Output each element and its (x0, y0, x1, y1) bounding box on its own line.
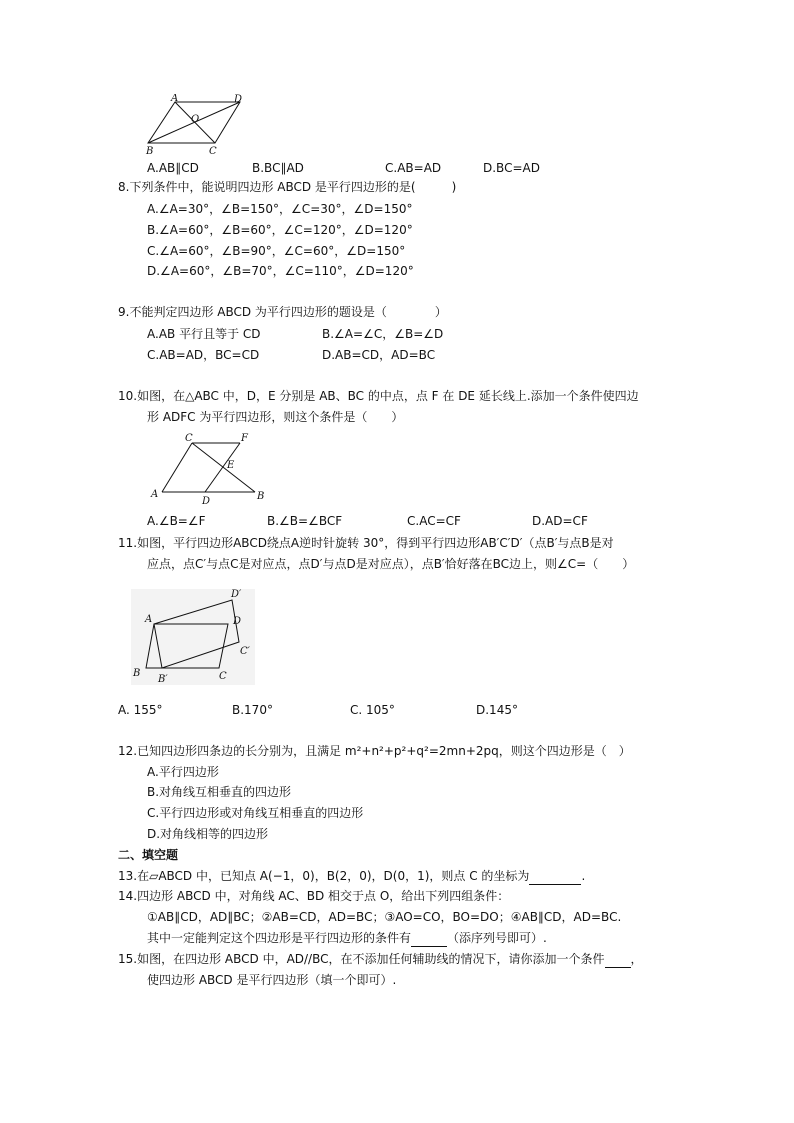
q9-option-d: D.AB=CD，AD=BC (322, 348, 436, 362)
q8-stem: 8.下列条件中，能说明四边形 ABCD 是平行四边形的是( ) (118, 180, 457, 194)
q7-label-b: B (146, 146, 154, 154)
q7-label-d: D (234, 94, 243, 105)
q12-option-d: D.对角线相等的四边形 (147, 827, 269, 841)
q14-ask-tail: （添序列号即可）. (447, 931, 547, 945)
q13-tail: . (581, 869, 586, 883)
q12-option-a: A.平行四边形 (147, 765, 219, 779)
q10-label-a: A (151, 489, 159, 500)
q9-option-c: C.AB=AD，BC=CD (147, 348, 260, 362)
q10-option-a: A.∠B=∠F (147, 514, 206, 528)
q11-option-b: B.170° (232, 703, 273, 717)
q14-answer-blank[interactable] (411, 930, 447, 947)
q9-option-b: B.∠A=∠C，∠B=∠D (322, 327, 444, 341)
q11-label-a: A (145, 614, 153, 625)
q11-label-c: C (219, 671, 227, 682)
q11-label-c-prime: C′ (240, 646, 250, 657)
q8-option-b: B.∠A=60°，∠B=60°，∠C=120°，∠D=120° (147, 223, 413, 237)
q7-label-c: C (209, 146, 217, 154)
q14-stem: 14.四边形 ABCD 中，对角线 AC、BD 相交于点 O，给出下列四组条件： (118, 889, 510, 903)
q11-option-a: A. 155° (118, 703, 163, 717)
q9-option-a: A.AB 平行且等于 CD (147, 327, 261, 341)
q15-answer-blank[interactable] (605, 951, 631, 968)
q11-option-c: C. 105° (350, 703, 395, 717)
q10-stem-line1: 10.如图，在△ABC 中，D，E 分别是 AB、BC 的中点，点 F 在 DE 延长线上.添加一个条件使四边 (118, 389, 639, 403)
q7-option-b: B.BC∥AD (252, 161, 304, 175)
q12-option-c: C.平行四边形或对角线互相垂直的四边形 (147, 806, 364, 820)
q8-option-c: C.∠A=60°，∠B=90°，∠C=60°，∠D=150° (147, 244, 406, 258)
q14-ask-line (147, 930, 547, 947)
q11-rotation-figure (128, 586, 258, 688)
q7-option-d: D.BC=AD (483, 161, 540, 175)
q15-stem-line (118, 951, 643, 968)
q12-stem: 12.已知四边形四条边的长分别为，且满足 m²+n²+p²+q²=2mn+2pq，则这个四边形是（ ） (118, 744, 631, 758)
q11-label-d: D (233, 616, 242, 627)
q11-label-b-prime: B′ (158, 674, 168, 685)
q7-label-o: O (191, 114, 200, 125)
q14-ask: 其中一定能判定这个四边形是平行四边形的条件有 (147, 931, 412, 945)
q10-label-b: B (257, 491, 265, 502)
q10-label-d: D (202, 496, 211, 507)
q13-text: 13.在▱ABCD 中，已知点 A(−1，0)，B(2，0)，D(0，1)，则点 C 的坐标为 (118, 869, 530, 883)
q15-stem: 15.如图，在四边形 ABCD 中，AD//BC，在不添加任何辅助线的情况下，请你添加一个条件 (118, 952, 605, 966)
q10-label-e: E (227, 460, 235, 471)
q11-label-d-prime: D′ (231, 589, 242, 600)
q15-stem-tail: ， (630, 952, 643, 966)
q13-answer-blank[interactable] (529, 868, 581, 885)
q12-option-b: B.对角线互相垂直的四边形 (147, 785, 292, 799)
q7-parallelogram-figure (140, 94, 250, 154)
q10-label-c: C (185, 433, 193, 444)
q9-stem: 9.不能判定四边形 ABCD 为平行四边形的题设是（ ） (118, 305, 447, 319)
q10-option-b: B.∠B=∠BCF (267, 514, 343, 528)
q8-option-d: D.∠A=60°，∠B=70°，∠C=110°，∠D=120° (147, 264, 414, 278)
q11-stem-line2: 应点，点C′与点C是对应点，点D′与点D是对应点），点B′恰好落在BC边上，则∠C=（ ） (147, 557, 635, 571)
q11-option-d: D.145° (476, 703, 518, 717)
q10-option-d: D.AD=CF (532, 514, 588, 528)
q7-label-a: A (171, 94, 179, 104)
q10-triangle-figure (145, 430, 275, 510)
q13-line (118, 868, 585, 885)
q10-label-f: F (241, 433, 248, 444)
q7-option-a: A.AB∥CD (147, 161, 199, 175)
q11-label-b: B (133, 668, 141, 679)
q7-option-c: C.AB=AD (385, 161, 442, 175)
q10-stem-line2: 形 ADFC 为平行四边形，则这个条件是（ ） (147, 410, 404, 424)
q11-stem-line1: 11.如图，平行四边形ABCD绕点A逆时针旋转 30°，得到平行四边形AB′C′D′（点B′与点B是对 (118, 536, 614, 550)
q8-option-a: A.∠A=30°，∠B=150°，∠C=30°，∠D=150° (147, 202, 413, 216)
q15-line2: 使四边形 ABCD 是平行四边形（填一个即可）. (147, 973, 397, 987)
section-fill-in-title: 二、填空题 (118, 848, 179, 862)
q10-option-c: C.AC=CF (407, 514, 461, 528)
q14-conditions: ①AB∥CD，AD∥BC；②AB=CD，AD=BC；③AO=CO，BO=DO；④AB∥CD，AD=BC. (147, 910, 622, 924)
